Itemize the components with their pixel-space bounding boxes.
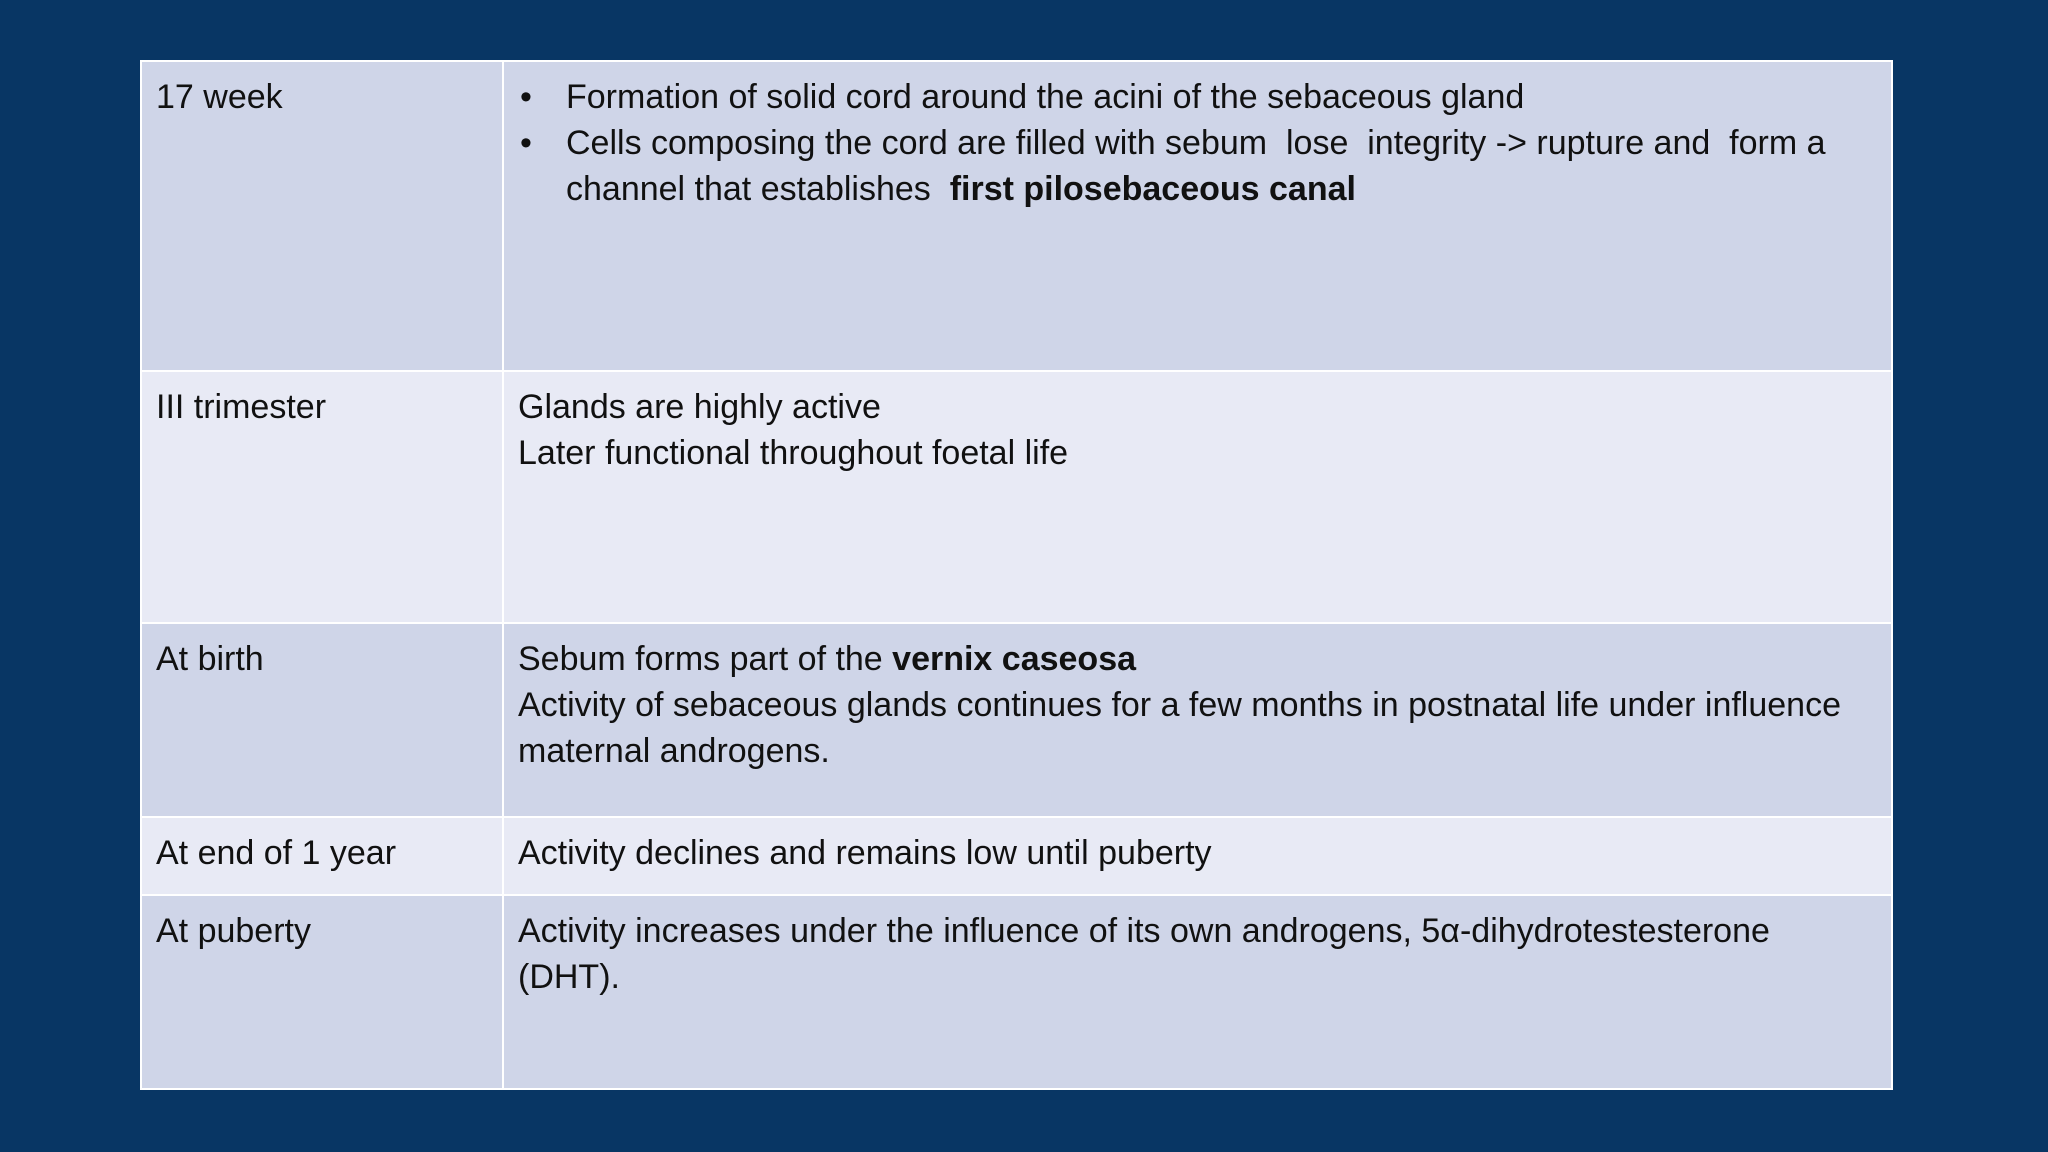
bold-term: vernix caseosa (892, 640, 1137, 678)
bullet-list (518, 74, 1877, 212)
description-cell (503, 371, 1892, 623)
description-text: Activity declines and remains low until puberty (518, 834, 1212, 872)
description-line: Activity of sebaceous glands continues for a few months in postnatal life under influence maternal androgens. (518, 686, 1841, 770)
description-text: Sebum forms part of the (518, 640, 893, 678)
bullet-text: Cells composing the cord are filled with sebum lose integrity -> rupture and form a channel that establishes (566, 124, 1835, 208)
description-cell (503, 61, 1892, 371)
description-cell (503, 623, 1892, 817)
description-line: Glands are highly active (518, 388, 881, 426)
stage-cell (141, 61, 503, 371)
description-line (518, 636, 1877, 682)
bold-term: first pilosebaceous canal (949, 170, 1356, 208)
description-cell (503, 817, 1892, 895)
stage-label: At puberty (156, 912, 311, 950)
bullet-text: Formation of solid cord around the acini of the sebaceous gland (566, 78, 1525, 116)
stage-label: III trimester (156, 388, 327, 426)
stage-cell (141, 623, 503, 817)
table-row (141, 817, 1892, 895)
stage-label: At end of 1 year (156, 834, 397, 872)
bullet-icon: • (520, 78, 532, 116)
development-table (140, 60, 1893, 1090)
bullet-icon: • (520, 124, 532, 162)
list-item (518, 120, 1877, 212)
stage-label: At birth (156, 640, 264, 678)
table-row (141, 61, 1892, 371)
list-item (518, 74, 1877, 120)
description-line: Later functional throughout foetal life (518, 434, 1069, 472)
table-row (141, 895, 1892, 1089)
stage-cell (141, 895, 503, 1089)
table-row (141, 371, 1892, 623)
stage-cell (141, 371, 503, 623)
stage-label: 17 week (156, 78, 283, 116)
description-cell (503, 895, 1892, 1089)
table-row (141, 623, 1892, 817)
stage-cell (141, 817, 503, 895)
description-text: Activity increases under the influence of its own androgens, 5α-dihydrotestesterone (DHT). (518, 912, 1770, 996)
